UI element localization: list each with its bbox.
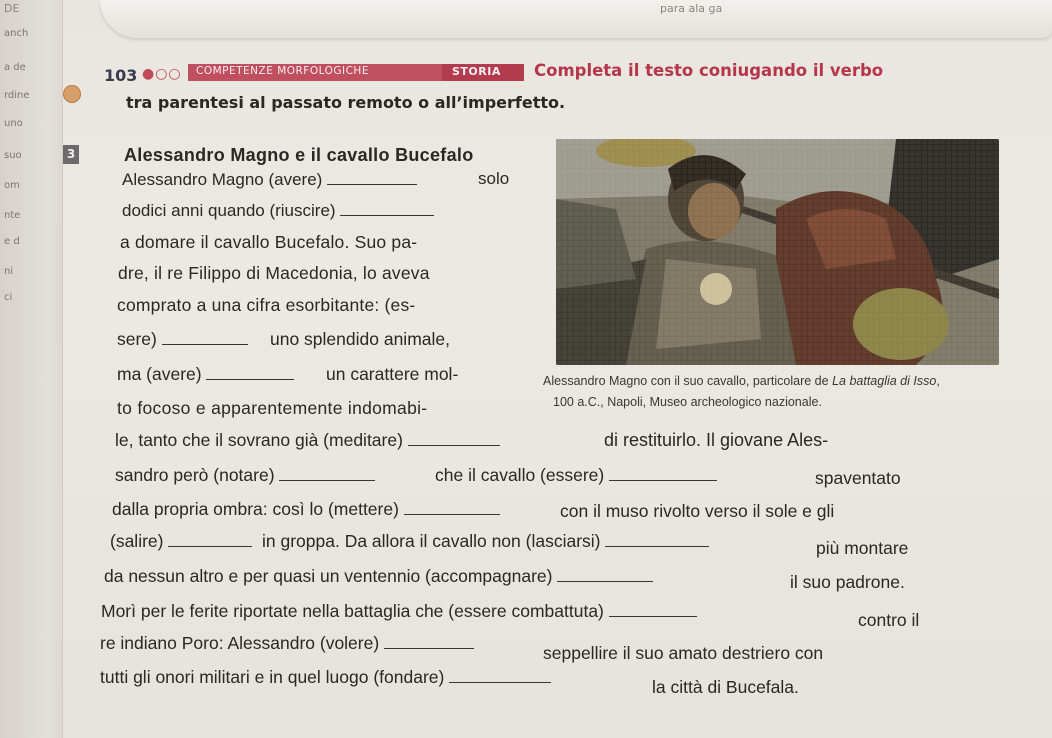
text-segment: ma (avere) [117, 364, 202, 384]
margin-snippet: ci [4, 292, 13, 303]
margin-snippet: ni [4, 266, 14, 277]
text-segment: contro il [858, 610, 920, 630]
top-left-snippet: DE [4, 2, 20, 15]
text-line [115, 465, 375, 486]
answer-blank[interactable] [168, 532, 252, 547]
margin-snippet: suo [4, 150, 22, 161]
text-line: dre, il re Filippo di Macedonia, lo aveva [118, 263, 430, 283]
text-segment: di restituirlo. Il giovane Ales- [604, 430, 829, 450]
mosaic-illustration [556, 139, 999, 365]
text-segment: dodici anni quando (riuscire) [122, 201, 336, 220]
answer-blank[interactable] [340, 201, 434, 216]
text-line: comprato a una cifra esorbitante: (es- [117, 295, 416, 315]
caption-text: Alessandro Magno con il suo cavallo, particolare de [543, 374, 833, 388]
text-segment: seppellire il suo amato destriero con [543, 643, 824, 663]
text-segment: sandro però (notare) [115, 465, 275, 485]
answer-blank[interactable] [449, 668, 551, 683]
text-segment: un carattere mol- [326, 364, 459, 384]
text-segment: con il muso rivolto verso il sole e gli [560, 501, 835, 521]
answer-blank[interactable] [404, 500, 500, 515]
answer-blank[interactable] [384, 634, 474, 649]
margin-snippet: e d [4, 236, 20, 247]
text-line [117, 329, 248, 350]
page-section-badge: 3 [63, 145, 79, 164]
margin-snippet: anch [4, 28, 29, 39]
flap-text: para ala ga [660, 2, 723, 15]
level-circle-icon [63, 85, 81, 103]
subject-tag [442, 64, 524, 81]
answer-blank[interactable] [279, 466, 375, 481]
text-line [262, 531, 709, 552]
text-segment: sere) [117, 329, 157, 349]
instruction-line-2: tra parentesi al passato remoto o all’imperfetto. [126, 93, 566, 112]
instruction-line-1: Completa il testo coniugando il verbo [534, 61, 884, 80]
text-segment: dalla propria ombra: così lo (mettere) [112, 499, 399, 519]
answer-blank[interactable] [162, 330, 248, 345]
text-line [122, 170, 417, 190]
answer-blank[interactable] [605, 532, 709, 547]
answer-blank[interactable] [609, 602, 697, 617]
text-segment: da nessun altro e per quasi un ventennio (accompagnare) [104, 566, 553, 586]
text-line [104, 566, 653, 587]
answer-blank[interactable] [609, 466, 717, 481]
text-segment: più montare [816, 538, 909, 558]
margin-snippet: uno [4, 118, 23, 129]
difficulty-dots: ●○○ [142, 66, 182, 82]
text-segment: il suo padrone. [790, 572, 905, 592]
text-line [101, 601, 697, 622]
text-line: a domare il cavallo Bucefalo. Suo pa- [120, 232, 418, 252]
mosaic-photo [556, 139, 999, 365]
exercise-number: 103 [104, 66, 138, 85]
text-line [112, 499, 500, 520]
text-segment: che il cavallo (essere) [435, 465, 605, 485]
text-line: to focoso e apparentemente indomabi- [117, 398, 428, 418]
text-segment: le, tanto che il sovrano già (meditare) [115, 430, 403, 450]
text-line [100, 633, 474, 654]
text-line [110, 531, 252, 552]
text-line [122, 201, 434, 221]
story-title: Alessandro Magno e il cavallo Bucefalo [124, 145, 474, 165]
text-segment: tutti gli onori militari e in quel luogo (fondare) [100, 667, 445, 687]
text-segment: spaventato [815, 468, 901, 488]
margin-snippet: nte [4, 210, 21, 221]
photo-caption-line-2: 100 a.C., Napoli, Museo archeologico nazionale. [553, 395, 822, 409]
text-line [100, 667, 551, 688]
caption-artwork-title: La battaglia di Isso [832, 374, 937, 388]
text-segment: Alessandro Magno (avere) [122, 170, 323, 189]
margin-snippet: om [4, 180, 20, 191]
caption-text: , [936, 374, 940, 388]
answer-blank[interactable] [206, 365, 294, 380]
text-segment: uno splendido animale, [270, 329, 450, 349]
answer-blank[interactable] [557, 567, 653, 582]
margin-snippet: a de [4, 62, 26, 73]
photo-caption-line-1 [543, 374, 940, 388]
text-segment: la città di Bucefala. [652, 677, 799, 697]
text-segment: (salire) [110, 531, 164, 551]
text-segment: re indiano Poro: Alessandro (volere) [100, 633, 380, 653]
answer-blank[interactable] [408, 431, 500, 446]
text-segment: Morì per le ferite riportate nella battaglia che (essere combattuta) [101, 601, 604, 621]
text-line [117, 364, 294, 385]
previous-page-margin [0, 0, 63, 738]
tag-subject-label: STORIA [452, 65, 501, 78]
tag-skill-label: COMPETENZE MORFOLOGICHE [196, 65, 369, 77]
answer-blank[interactable] [327, 170, 417, 185]
text-segment: solo [478, 169, 510, 188]
text-segment: in groppa. Da allora il cavallo non (lasciarsi) [262, 531, 601, 551]
text-line [115, 430, 500, 451]
folded-page-flap [100, 0, 1052, 38]
text-line [435, 465, 717, 486]
margin-snippet: rdine [4, 90, 30, 101]
